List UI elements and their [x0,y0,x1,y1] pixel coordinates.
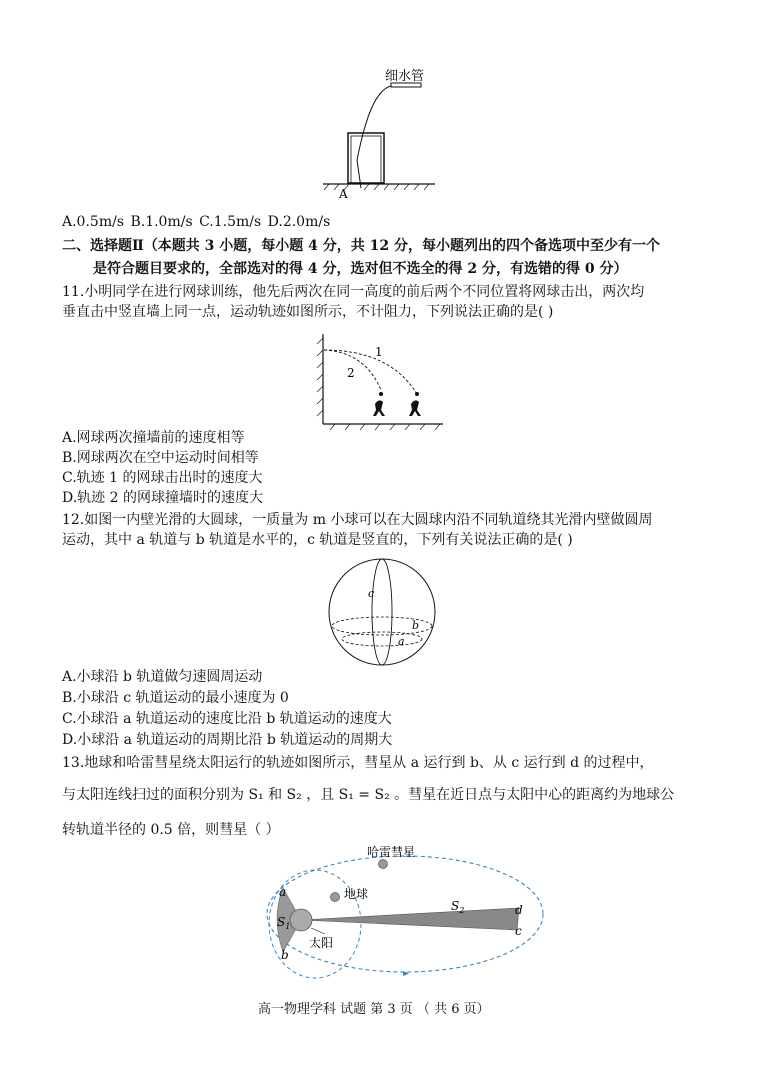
earth-icon [331,893,340,902]
q12-option-d: D.小球沿 a 轨道运动的周期比沿 b 轨道运动的周期大 [62,732,393,748]
pipe-tube [357,86,391,188]
q11-stem-line2: 垂直击中竖直墙上同一点，运动轨迹如图所示，不计阻力，下列说法正确的是( ) [62,304,554,320]
q12-stem-line1: 12.如图一内壁光滑的大圆球，一质量为 m 小球可以在大圆球内沿不同轨道绕其光滑内壁做圆周 [62,512,653,528]
container-box [348,133,384,183]
comet-icon [379,860,388,869]
orbit-a [342,632,422,646]
trajectory-1-label: 1 [375,345,383,359]
point-b-label: b [281,948,289,962]
q11-option-a: A.网球两次撞墙前的速度相等 [62,430,245,446]
label-c: c [368,587,375,600]
q12-option-b: B.小球沿 c 轨道运动的最小速度为 0 [62,690,289,706]
pipe-label: 细水管 [385,69,425,84]
q13-stem-line1: 13.地球和哈雷彗星绕太阳运行的轨迹如图所示，彗星从 a 运行到 b、从 c 运行到 d 的过程中， [62,755,654,771]
q12-option-c: C.小球沿 a 轨道运动的速度比沿 b 轨道运动的速度大 [62,711,392,727]
player-2-icon [409,392,421,416]
sun-label: 太阳 [309,936,334,950]
q13-stem-line3: 转轨道半径的 0.5 倍，则彗星（ ） [62,822,280,838]
point-a-label: A [339,187,348,200]
q11-stem-line1: 11.小明同学在进行网球训练，他先后两次在同一高度的前后两个不同位置将网球击出，两次均 [62,284,645,300]
sphere-outline [329,559,435,665]
sphere-figure [320,555,445,670]
point-c-label: c [515,924,522,938]
q11-option-d: D.轨迹 2 的网球撞墙时的速度大 [62,490,263,506]
tennis-figure [315,332,450,432]
section2-heading-line2: 是符合题目要求的，全部选对的得 4 分，选对但不选全的得 2 分，有选错的得 0 分） [93,261,628,277]
q11-option-c: C.轨迹 1 的网球击出时的速度大 [62,470,263,486]
page-footer: 高一物理学科 试题 第 3 页 （ 共 6 页） [258,1002,490,1017]
q11-option-b: B.网球两次在空中运动时间相等 [62,450,259,466]
comet-orbit-figure [255,842,545,987]
trajectory-1 [324,350,417,394]
q12-option-a: A.小球沿 b 轨道做匀速圆周运动 [62,669,263,685]
label-b: b [412,619,420,632]
label-a: a [398,635,405,648]
section2-heading-line1: 二、选择题Ⅱ（本题共 3 小题，每小题 4 分，共 12 分，每小题列出的四个备选项中至少有一个 [62,238,661,254]
sun-icon [290,909,312,931]
q13-stem-line2: 与太阳连线扫过的面积分别为 S₁ 和 S₂ ，且 S₁ = S₂ 。彗星在近日点与太阳中心的距离约为地球公 [62,787,675,803]
area-s2 [301,908,519,930]
comet-label: 哈雷彗星 [367,845,416,859]
point-d-label: d [515,903,523,917]
water-pipe-figure [315,60,445,200]
q12-stem-line2: 运动，其中 a 轨道与 b 轨道是水平的，c 轨道是竖直的，下列有关说法正确的是( ) [62,532,573,548]
q10-options: A.0.5m/s B.1.0m/s C.1.5m/s D.2.0m/s [62,214,331,230]
point-a-label: a [279,885,287,899]
trajectory-2-label: 2 [347,366,355,380]
s1-label: $S_1$ [277,915,291,931]
player-1-icon [373,392,385,416]
s2-label: $S_2$ [451,899,465,915]
orbit-c [372,559,392,665]
earth-label: 地球 [344,887,369,901]
